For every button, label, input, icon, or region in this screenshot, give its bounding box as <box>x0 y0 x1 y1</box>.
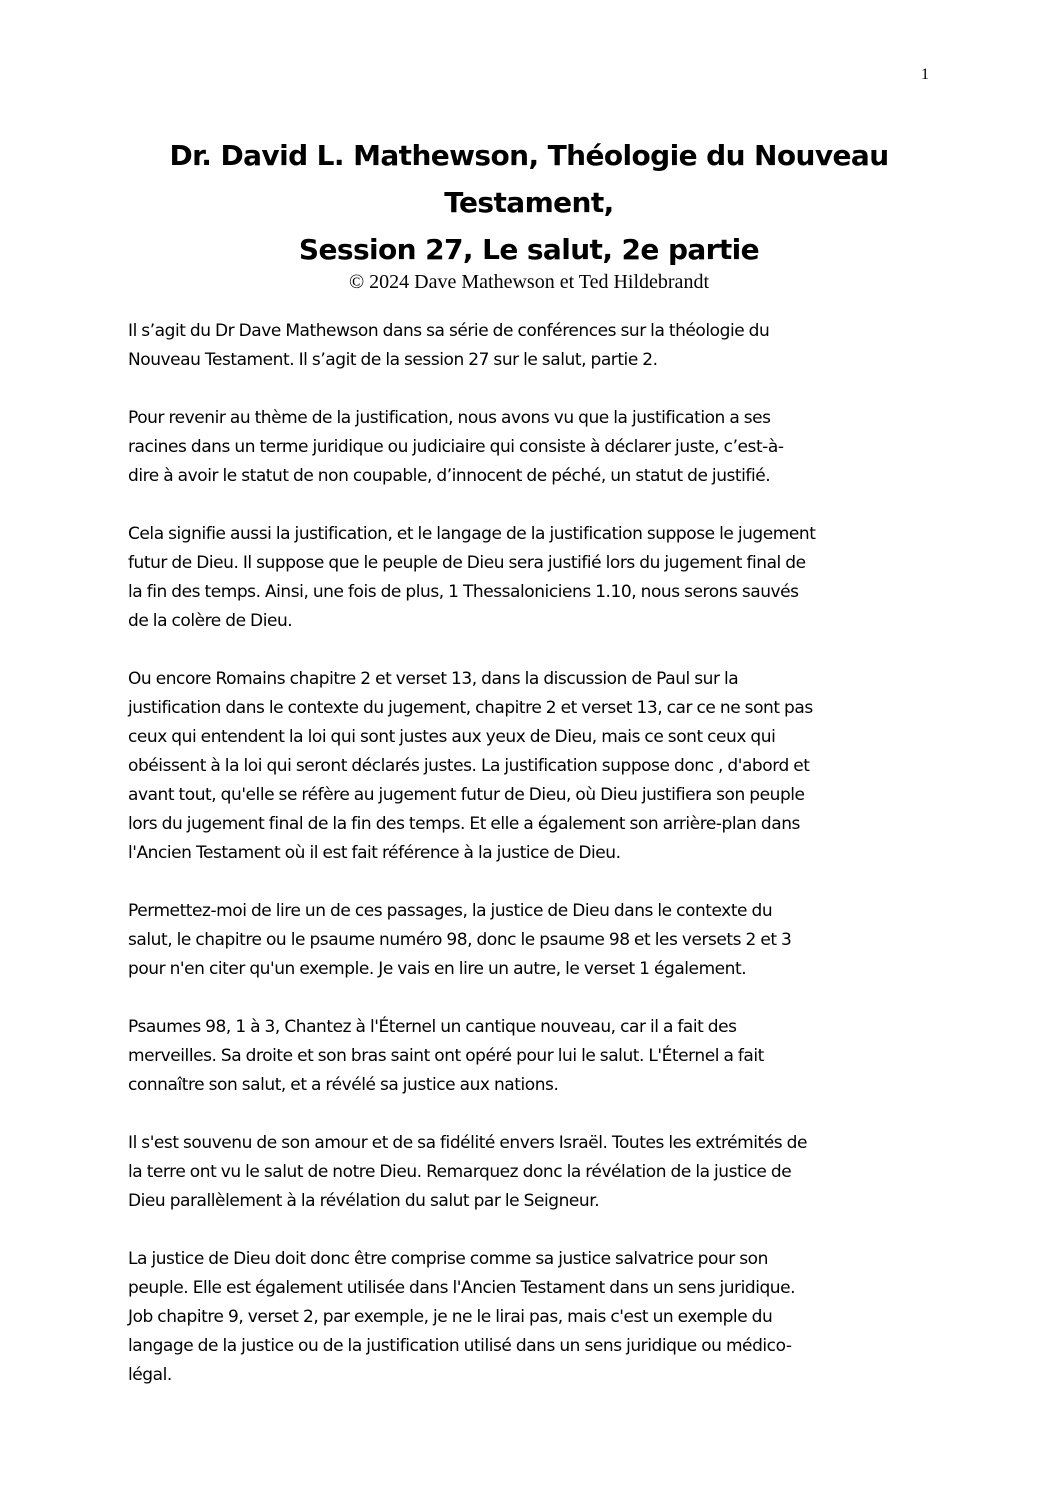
paragraph-7: Il s'est souvenu de son amour et de sa fidélité envers Israël. Toutes les extrémités de la terre ont vu le salut de notre Dieu. Remarquez donc la révélation de la justice de Dieu parallèlement à la révélation du salut par le Seigneur. <box>128 1133 807 1211</box>
paragraph-8: La justice de Dieu doit donc être comprise comme sa justice salvatrice pour son peuple. Elle est également utilisée dans l'Ancien Testament dans un sens juridique. Job chapitre 9, verset 2, par exemple, je ne le lirai pas, mais c'est un exemple du langage de la justice ou de la justification utilisé dans un sens juridique ou médico- légal. <box>128 1249 796 1385</box>
paragraph-3: Cela signifie aussi la justification, et le langage de la justification suppose le jugement futur de Dieu. Il suppose que le peuple de Dieu sera justifié lors du jugement final de la fin des temps. Ainsi, une fois de plus, 1 Thessaloniciens 1.10, nous serons sauvés de la colère de Dieu. <box>128 524 816 631</box>
document-title-line-1: Dr. David L. Mathewson, Théologie du Nouveau <box>169 139 889 172</box>
paragraph-4: Ou encore Romains chapitre 2 et verset 13, dans la discussion de Paul sur la justification dans le contexte du jugement, chapitre 2 et verset 13, car ce ne sont pas ceux qui entendent la loi qui sont justes aux yeux de Dieu, mais ce sont ceux qui obéissent à la loi qui seront déclarés justes. La justification suppose donc , d'abord et avant tout, qu'elle se réfère au jugement futur de Dieu, où Dieu justifiera son peuple lors du jugement final de la fin des temps. Et elle a également son arrière-plan dans l'Ancien Testament où il est fait référence à la justice de Dieu. <box>128 669 813 863</box>
document-title-line-3: Session 27, Le salut, 2e partie <box>298 233 760 266</box>
paragraph-5: Permettez-moi de lire un de ces passages, la justice de Dieu dans le contexte du salut, le chapitre ou le psaume numéro 98, donc le psaume 98 et les versets 2 et 3 pour n'en citer qu'un exemple. Je vais en lire un autre, le verset 1 également. <box>128 901 792 979</box>
body-text <box>128 317 940 1419</box>
title-block <box>128 132 930 294</box>
page-number: 1 <box>921 66 929 83</box>
copyright-notice: © 2024 Dave Mathewson et Ted Hildebrandt <box>348 271 709 293</box>
document-title-line-2: Testament, <box>444 186 614 219</box>
paragraph-1: Il s’agit du Dr Dave Mathewson dans sa série de conférences sur la théologie du Nouveau Testament. Il s’agit de la session 27 sur le salut, partie 2. <box>128 321 770 370</box>
paragraph-2: Pour revenir au thème de la justification, nous avons vu que la justification a ses racines dans un terme juridique ou judiciaire qui consiste à déclarer juste, c’est-à- dire à avoir le statut de non coupable, d’innocent de péché, un statut de justifié. <box>128 408 784 486</box>
paragraph-6: Psaumes 98, 1 à 3, Chantez à l'Éternel un cantique nouveau, car il a fait des merveilles. Sa droite et son bras saint ont opéré pour lui le salut. L'Éternel a fait connaître son salut, et a révélé sa justice aux nations. <box>128 1017 764 1095</box>
